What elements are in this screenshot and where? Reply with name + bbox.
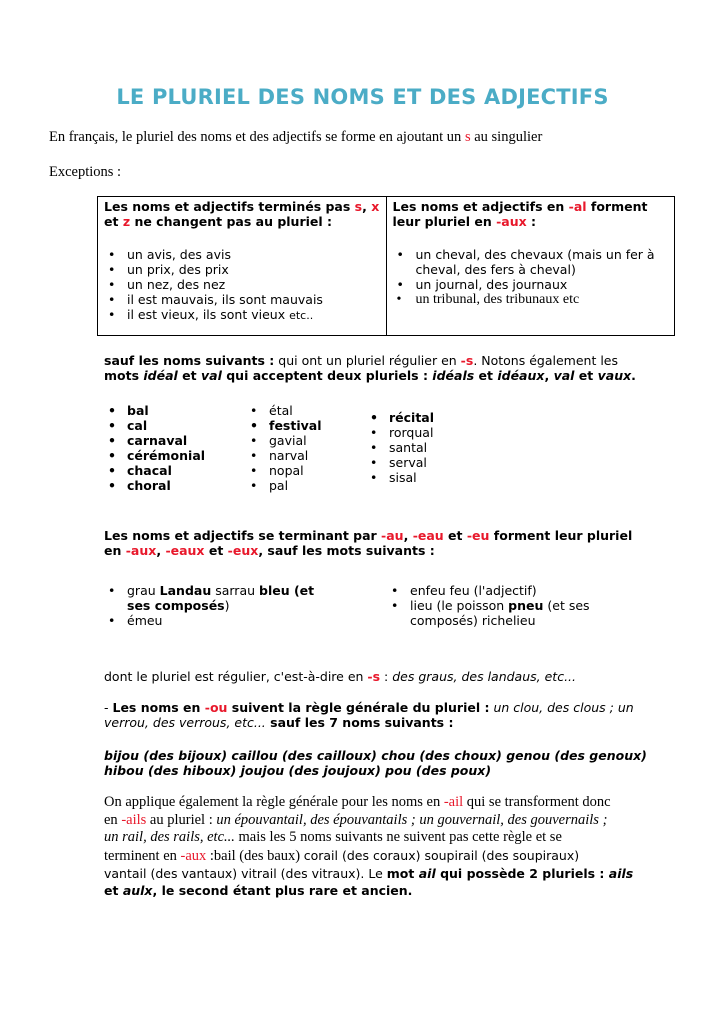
ail-examples-cont: un rail, des rails, etc... — [104, 829, 235, 845]
word-ail: ail — [418, 866, 436, 881]
suffix-ails: -ails — [121, 811, 147, 828]
list-item: • gavial — [246, 433, 376, 448]
list-item: • enfeu feu (l'adjectif) — [387, 583, 657, 598]
et: et — [443, 528, 467, 543]
aulx-note: , le second étant plus rare et ancien. — [152, 883, 413, 898]
list-item: • un prix, des prix — [104, 262, 380, 277]
intro-text: En français, le pluriel des noms et des adjectifs se forme en ajoutant un — [49, 129, 465, 145]
cell-header-al-aux — [393, 199, 669, 229]
sauf-text-rest: . Notons également les — [473, 353, 619, 368]
header-text-end: ne changent pas au pluriel : — [130, 214, 333, 229]
list-item: • cal — [104, 418, 254, 433]
word-sarrau: sarrau — [211, 583, 259, 598]
word-ideal: idéal — [143, 368, 178, 383]
et: et — [104, 883, 123, 898]
ou-examples: un clou, des clous ; un — [489, 700, 634, 715]
ail-text-3: mais les 5 noms suivants ne suivent pas cette règle et se — [234, 829, 562, 845]
ail-text: On applique également la règle générale pour les noms en — [104, 794, 444, 810]
comma: , — [156, 543, 166, 558]
header-text: Les noms et adjectifs terminés pas — [104, 199, 355, 214]
list-item: • narval — [246, 448, 376, 463]
suffix-aux: -aux — [125, 543, 157, 558]
comma: , — [403, 528, 413, 543]
ail-text-end: qui se transforment donc — [463, 794, 611, 810]
list-item: • serval — [366, 455, 496, 470]
et: et — [574, 368, 598, 383]
suffix-eaux: -eaux — [165, 543, 205, 558]
header-et: et — [104, 214, 123, 229]
rule-au-eau-eu — [104, 528, 674, 558]
word-vaux: vaux — [597, 368, 632, 383]
dash: - — [104, 700, 113, 715]
ail-text-2: au pluriel : — [146, 811, 217, 828]
et: et — [204, 543, 228, 558]
letter-z: z — [122, 214, 131, 229]
period: . — [631, 368, 636, 383]
table-cell-invariable — [98, 197, 387, 336]
paren: ) — [224, 598, 230, 613]
word-val: val — [201, 368, 222, 383]
intro-text-end: au singulier — [470, 129, 543, 145]
ou-exceptions-list — [104, 748, 684, 778]
ail-text-4: terminent en — [104, 847, 181, 864]
word-bleu: bleu (et — [259, 583, 315, 598]
ou-examples-cont: verrou, des verrous, etc... — [104, 715, 266, 730]
au-exceptions-right — [387, 583, 657, 628]
word-ails: ails — [608, 866, 634, 881]
two-plurals: qui possède 2 pluriels : — [435, 866, 609, 881]
regular-plural-line — [104, 669, 674, 684]
exceptions-list-col2 — [246, 403, 376, 493]
list-item: • sisal — [366, 470, 496, 485]
ou-exceptions-line: bijou (des bijoux) caillou (des cailloux) chou (des choux) genou (des genoux) — [104, 748, 647, 763]
suffix-eux: -eux — [227, 543, 259, 558]
header-colon: : — [526, 214, 537, 229]
ou-exceptions-line: hibou (des hiboux) joujou (des joujoux) pou (des poux) — [104, 763, 492, 778]
et: et — [474, 368, 498, 383]
header-text-mid: forment leur pluriel en — [392, 199, 648, 229]
rule-ou — [104, 700, 674, 730]
en: en — [104, 811, 122, 828]
rule-ail — [104, 794, 684, 899]
ail-exceptions: corail (des coraux) soupirail (des soupiraux) — [303, 847, 580, 863]
header-text: Les noms et adjectifs en — [392, 199, 569, 214]
intro-letter-s: s — [464, 129, 471, 145]
sauf-lead: sauf les noms suivants : — [104, 353, 275, 368]
list-item: • bal — [104, 403, 254, 418]
rule-text-tail: , sauf les mots suivants : — [258, 543, 435, 558]
list-item: • chacal — [104, 463, 254, 478]
composes-richelieu: composés) richelieu — [410, 613, 536, 628]
list-item: • il est mauvais, ils sont mauvais — [104, 292, 380, 307]
suffix-aux: -aux — [180, 847, 207, 864]
word-grau: grau — [127, 583, 160, 598]
list-item: • un nez, des nez — [104, 277, 380, 292]
list-item: • carnaval — [104, 433, 254, 448]
list-item: • récital — [366, 410, 496, 425]
invariable-list — [104, 247, 380, 323]
table-cell-al-aux — [386, 197, 675, 336]
page-title: LE PLURIEL DES NOMS ET DES ADJECTIFS — [116, 85, 609, 109]
word-bail: :bail (des baux) — [206, 847, 304, 864]
sauf-text: qui ont un pluriel régulier en — [274, 353, 461, 368]
etc-text: etc.. — [289, 309, 314, 322]
word-landau: Landau — [159, 583, 212, 598]
cell-header-invariable — [104, 199, 380, 229]
list-item: • santal — [366, 440, 496, 455]
suffix-s: -s — [460, 353, 474, 368]
suffix-s: -s — [367, 669, 381, 684]
list-item: • émeu — [104, 613, 374, 628]
mots-text: mots — [104, 368, 144, 383]
sauf-paragraph — [104, 353, 674, 383]
regular-examples: des graus, des landaus, etc... — [392, 669, 576, 684]
word-pneu: pneu — [508, 598, 544, 613]
suffix-ail: -ail — [443, 794, 464, 810]
suffix-eu: -eu — [466, 528, 490, 543]
word-lieu: lieu (le poisson — [410, 598, 509, 613]
rule-text: Les noms et adjectifs se terminant par — [104, 528, 382, 543]
list-item: • un journal, des journaux — [393, 277, 669, 292]
suffix-eau: -eau — [412, 528, 444, 543]
list-item: • un tribunal, des tribunaux etc — [393, 292, 669, 307]
exceptions-table — [97, 196, 675, 336]
le: . Le — [360, 866, 387, 881]
suffix-aux: -aux — [496, 214, 527, 229]
list-item: • rorqual — [366, 425, 496, 440]
word-ideals: idéals — [432, 368, 475, 383]
et-ses: (et ses — [543, 598, 590, 613]
list-item: • étal — [246, 403, 376, 418]
ail-exceptions-cont: vantail (des vantaux) vitrail (des vitraux) — [104, 866, 361, 881]
rule-ou-text: Les noms en — [112, 700, 205, 715]
list-item — [104, 583, 374, 613]
exceptions-list-col3 — [366, 410, 496, 485]
list-item-text: il est vieux, ils sont vieux — [127, 307, 286, 322]
regular-text: dont le pluriel est régulier, c'est-à-dire en — [104, 669, 368, 684]
two-plurals-text: qui acceptent deux pluriels : — [221, 368, 433, 383]
colon: : — [380, 669, 393, 684]
list-item: • festival — [246, 418, 376, 433]
ou-exceptions-intro: sauf les 7 noms suivants : — [265, 715, 454, 730]
list-item: • pal — [246, 478, 376, 493]
en: en — [104, 543, 126, 558]
exceptions-label: Exceptions : — [49, 164, 122, 180]
suffix-au: -au — [381, 528, 404, 543]
au-exceptions-left — [104, 583, 374, 628]
letter-x: x — [371, 199, 380, 214]
word-ideaux: idéaux — [497, 368, 545, 383]
list-item: • un cheval, des chevaux (mais un fer à cheval, des fers à cheval) — [393, 247, 669, 277]
al-aux-list — [393, 247, 669, 307]
list-item: • cérémonial — [104, 448, 254, 463]
suffix-al: -al — [568, 199, 587, 214]
suffix-ou: -ou — [204, 700, 228, 715]
exceptions-list-col1 — [104, 403, 254, 493]
mot: mot — [386, 866, 419, 881]
ses-composes: ses composés — [127, 598, 225, 613]
list-item: • un avis, des avis — [104, 247, 380, 262]
list-item: • nopal — [246, 463, 376, 478]
letter-s: s — [354, 199, 363, 214]
rule-text-end: forment leur pluriel — [489, 528, 633, 543]
word-vals: val — [553, 368, 575, 383]
list-item — [387, 598, 657, 628]
list-item: • choral — [104, 478, 254, 493]
et: et — [177, 368, 201, 383]
rule-ou-text-end: suivent la règle générale du pluriel : — [227, 700, 490, 715]
intro-paragraph — [49, 129, 542, 146]
word-aulx: aulx — [122, 883, 153, 898]
list-item — [104, 307, 380, 323]
comma: , — [544, 368, 554, 383]
ail-examples: un épouvantail, des épouvantails ; un gouvernail, des gouvernails ; — [216, 811, 608, 828]
comma: , — [362, 199, 372, 214]
